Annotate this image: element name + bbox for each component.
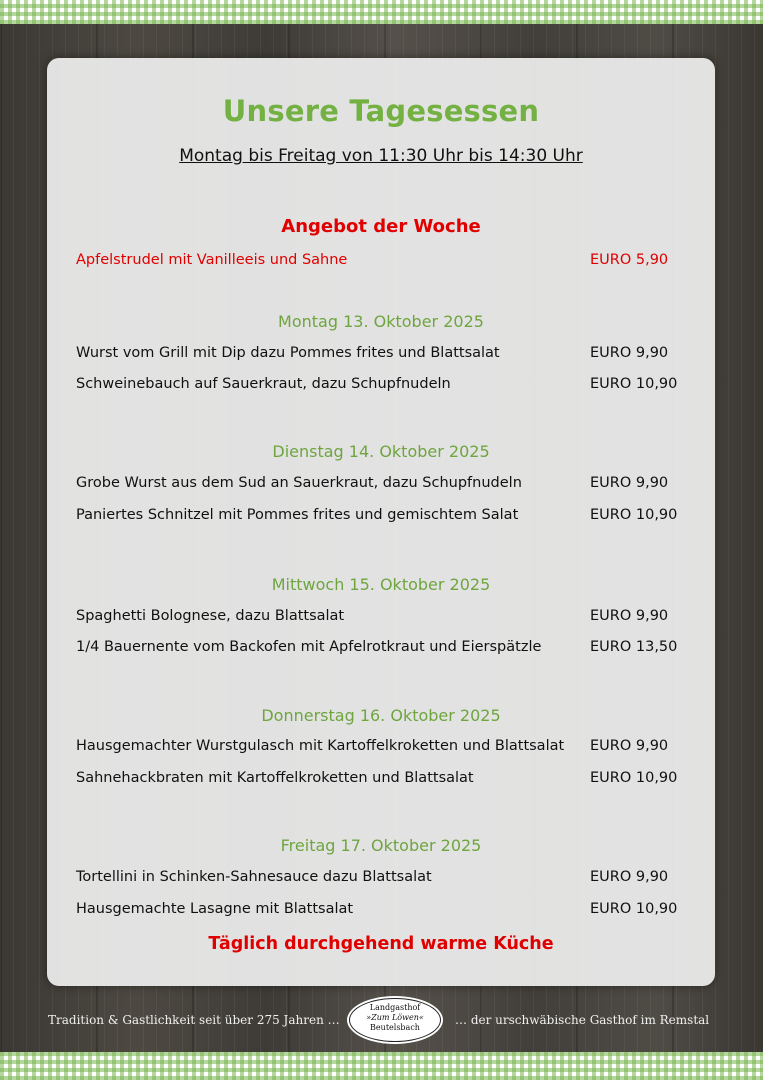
menu-row (76, 770, 696, 792)
dish-name: Spaghetti Bolognese, dazu Blattsalat (76, 608, 345, 624)
menu-row (76, 869, 696, 891)
day-heading-thursday: Donnerstag 16. Oktober 2025 (261, 706, 501, 725)
dish-price: EURO 10,90 (590, 901, 678, 917)
day-heading-friday: Freitag 17. Oktober 2025 (280, 836, 482, 855)
dish-name: Wurst vom Grill mit Dip dazu Pommes frites und Blattsalat (76, 345, 500, 361)
dish-price: EURO 13,50 (590, 639, 678, 655)
menu-row (76, 376, 696, 398)
dish-name: Tortellini in Schinken-Sahnesauce dazu Blattsalat (76, 869, 432, 885)
offer-price: EURO 5,90 (590, 252, 669, 268)
dish-price: EURO 9,90 (590, 475, 669, 491)
day-heading-tuesday: Dienstag 14. Oktober 2025 (272, 442, 490, 461)
dish-price: EURO 9,90 (590, 608, 669, 624)
day-heading-wednesday: Mittwoch 15. Oktober 2025 (271, 575, 491, 594)
menu-row (76, 507, 696, 529)
gingham-border-bottom (0, 1052, 763, 1080)
dish-name: Hausgemachter Wurstgulasch mit Kartoffelkroketten und Blattsalat (76, 738, 565, 754)
gasthof-logo (349, 998, 441, 1042)
day-heading-monday: Montag 13. Oktober 2025 (278, 312, 484, 331)
menu-row (76, 901, 696, 923)
dish-price: EURO 10,90 (590, 507, 678, 523)
menu-title: Unsere Tagesessen (222, 94, 540, 128)
dish-name: Paniertes Schnitzel mit Pommes frites und gemischtem Salat (76, 507, 519, 523)
dish-name: Schweinebauch auf Sauerkraut, dazu Schupfnudeln (76, 376, 451, 392)
offer-heading: Angebot der Woche (281, 216, 481, 237)
offer-row (76, 252, 696, 274)
gingham-border-top (0, 0, 763, 24)
logo-line-2: »Zum Löwen« (366, 1013, 424, 1022)
menu-row (76, 608, 696, 630)
dish-price: EURO 9,90 (590, 345, 669, 361)
dish-price: EURO 9,90 (590, 738, 669, 754)
dish-price: EURO 10,90 (590, 770, 678, 786)
dish-name: Hausgemachte Lasagne mit Blattsalat (76, 901, 354, 917)
menu-row (76, 475, 696, 497)
logo-line-3: Beutelsbach (370, 1023, 420, 1032)
menu-row (76, 738, 696, 760)
dish-name: Grobe Wurst aus dem Sud an Sauerkraut, dazu Schupfnudeln (76, 475, 522, 491)
menu-row (76, 639, 696, 661)
menu-panel (47, 58, 715, 986)
opening-hours: Montag bis Freitag von 11:30 Uhr bis 14:30 Uhr (179, 146, 583, 166)
offer-dish: Apfelstrudel mit Vanilleeis und Sahne (76, 252, 348, 268)
dish-name: 1/4 Bauernente vom Backofen mit Apfelrotkraut und Eierspätzle (76, 639, 542, 655)
dish-price: EURO 9,90 (590, 869, 669, 885)
menu-row (76, 345, 696, 367)
tagline-right: … der urschwäbische Gasthof im Remstal (455, 1013, 710, 1027)
logo-line-1: Landgasthof (369, 1003, 421, 1012)
dish-name: Sahnehackbraten mit Kartoffelkroketten und Blattsalat (76, 770, 474, 786)
tagline-left: Tradition & Gastlichkeit seit über 275 Jahren … (48, 1013, 340, 1027)
warm-kitchen-note: Täglich durchgehend warme Küche (208, 934, 554, 954)
dish-price: EURO 10,90 (590, 376, 678, 392)
